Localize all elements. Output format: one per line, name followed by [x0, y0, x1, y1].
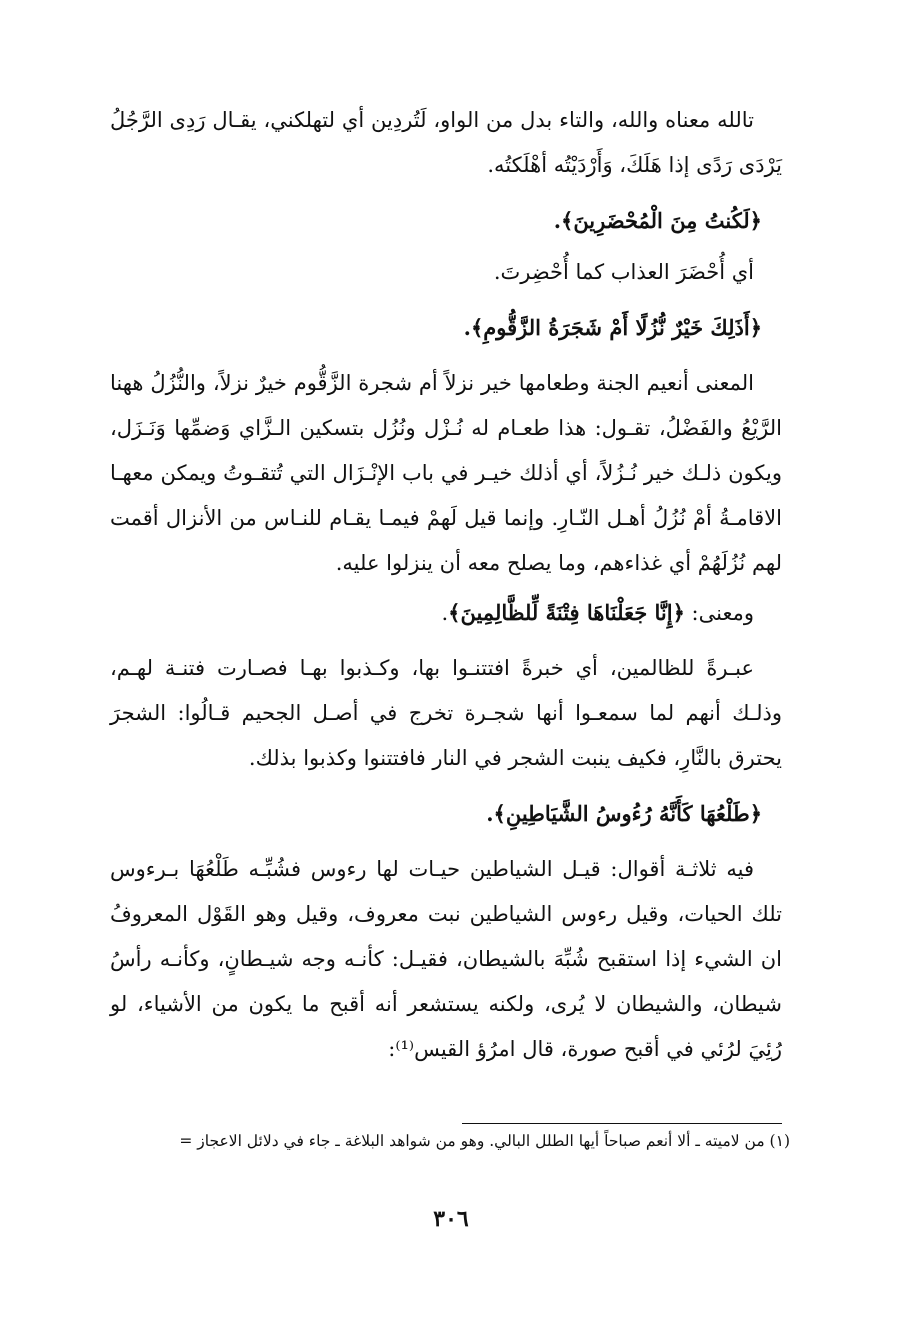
- paragraph-5: عبـرةً للظالمين، أي خبرةً افتتنـوا بها، وكـذبوا بهـا فصـارت فتنـة لهـم، وذلـك أنهم لما سمعـوا أنها شجـرة تخرج في أصـل الجحيم قـالُوا: الشجرَ يحترق بالنَّارِ، فكيف ينبت الشجر في النار فافتتنوا وكذبوا بذلك.: [110, 656, 782, 770]
- paragraph-3: المعنى أنعيم الجنة وطعامها خير نزلاً أم شجرة الزَّقُّوم خيرٌ نزلاً، والنُّزُلُ ههنا الرَّيْعُ والفَضْلُ، تقـول: هذا طعـام له نُـزْل ونُزُل بتسكين الـزَّاي وَضمِّها وَنَـزَل، ويكون ذلـك خير نُـزُلاً، أي أذلك خيـر في باب الإنْـزَال التي تُتقـوتُ ويمكن معهـا الاقامـةُ أمْ نُزُلُ أهـل النّـارِ. وإنما قيل لَهمْ فيمـا يقـام للنـاس من الأنزال أقمت لهم نُزُلَهُمْ أي غذاءهم، وما يصلح معه أن ينزلوا عليه.: [110, 371, 782, 575]
- footnote: (١) من لاميته ـ ألا أنعم صباحاً أيها الطلل البالي. وهو من شواهد البلاغة ـ جاء في دلائل الاعجاز =: [179, 1132, 790, 1150]
- page-number: ٣٠٦: [433, 1206, 469, 1232]
- body-text: [110, 98, 782, 1072]
- paragraph-4: [110, 590, 782, 636]
- paragraph-4-suffix: .: [441, 601, 449, 625]
- footnote-divider: [462, 1123, 782, 1124]
- paragraph-6: فيه ثلاثـة أقوال: قيـل الشياطين حيـات لها رءوس فشُبِّـه طَلْعُهَا بـرءوس تلك الحيات، وقيل رءوس الشياطين نبت معروف، وقيل وهو القَوْل المعروفُ ان الشيء إذا استقبح شُبِّهَ بالشيطان، فقيـل: كأنـه وجه شيـطانٍ، وكأنـه رأسُ شيطان، والشيطان لا يُرى، ولكنه يستشعر أنه أقبح ما يكون من الأشياء، لو رُئِيَ لرُئي في أقبح صورة، قال امرُؤ القيس⁽¹⁾:: [110, 857, 782, 1061]
- paragraph-1: تالله معناه والله، والتاء بدل من الواو، لَتُردِين أي لتهلكني، يقـال رَدِى الرَّجُلُ يَرْدَى رَدًى إذا هَلَكَ، وَأَرْدَيْتُه أهْلَكتُه.: [110, 108, 782, 177]
- quran-verse-2: ﴿أَذَلِكَ خَيْرٌ نُّزُلًا أَمْ شَجَرَةُ الزَّقُّومِ﴾.: [463, 315, 762, 340]
- paragraph-2: أي أُحْضَرَ العذاب كما أُحْضِرتَ.: [493, 260, 754, 284]
- paragraph-4-prefix: ومعنى:: [684, 601, 754, 625]
- quran-verse-4: ﴿طَلْعُهَا كَأَنَّهُ رُءُوسُ الشَّيَاطِينِ﴾.: [486, 801, 762, 826]
- quran-verse-1: ﴿لَكُنتُ مِنَ الْمُحْضَرِينَ﴾.: [553, 208, 762, 233]
- quran-verse-3: ﴿إِنَّا جَعَلْنَاهَا فِتْنَةً لِّلظَّالِمِينَ﴾: [448, 600, 685, 625]
